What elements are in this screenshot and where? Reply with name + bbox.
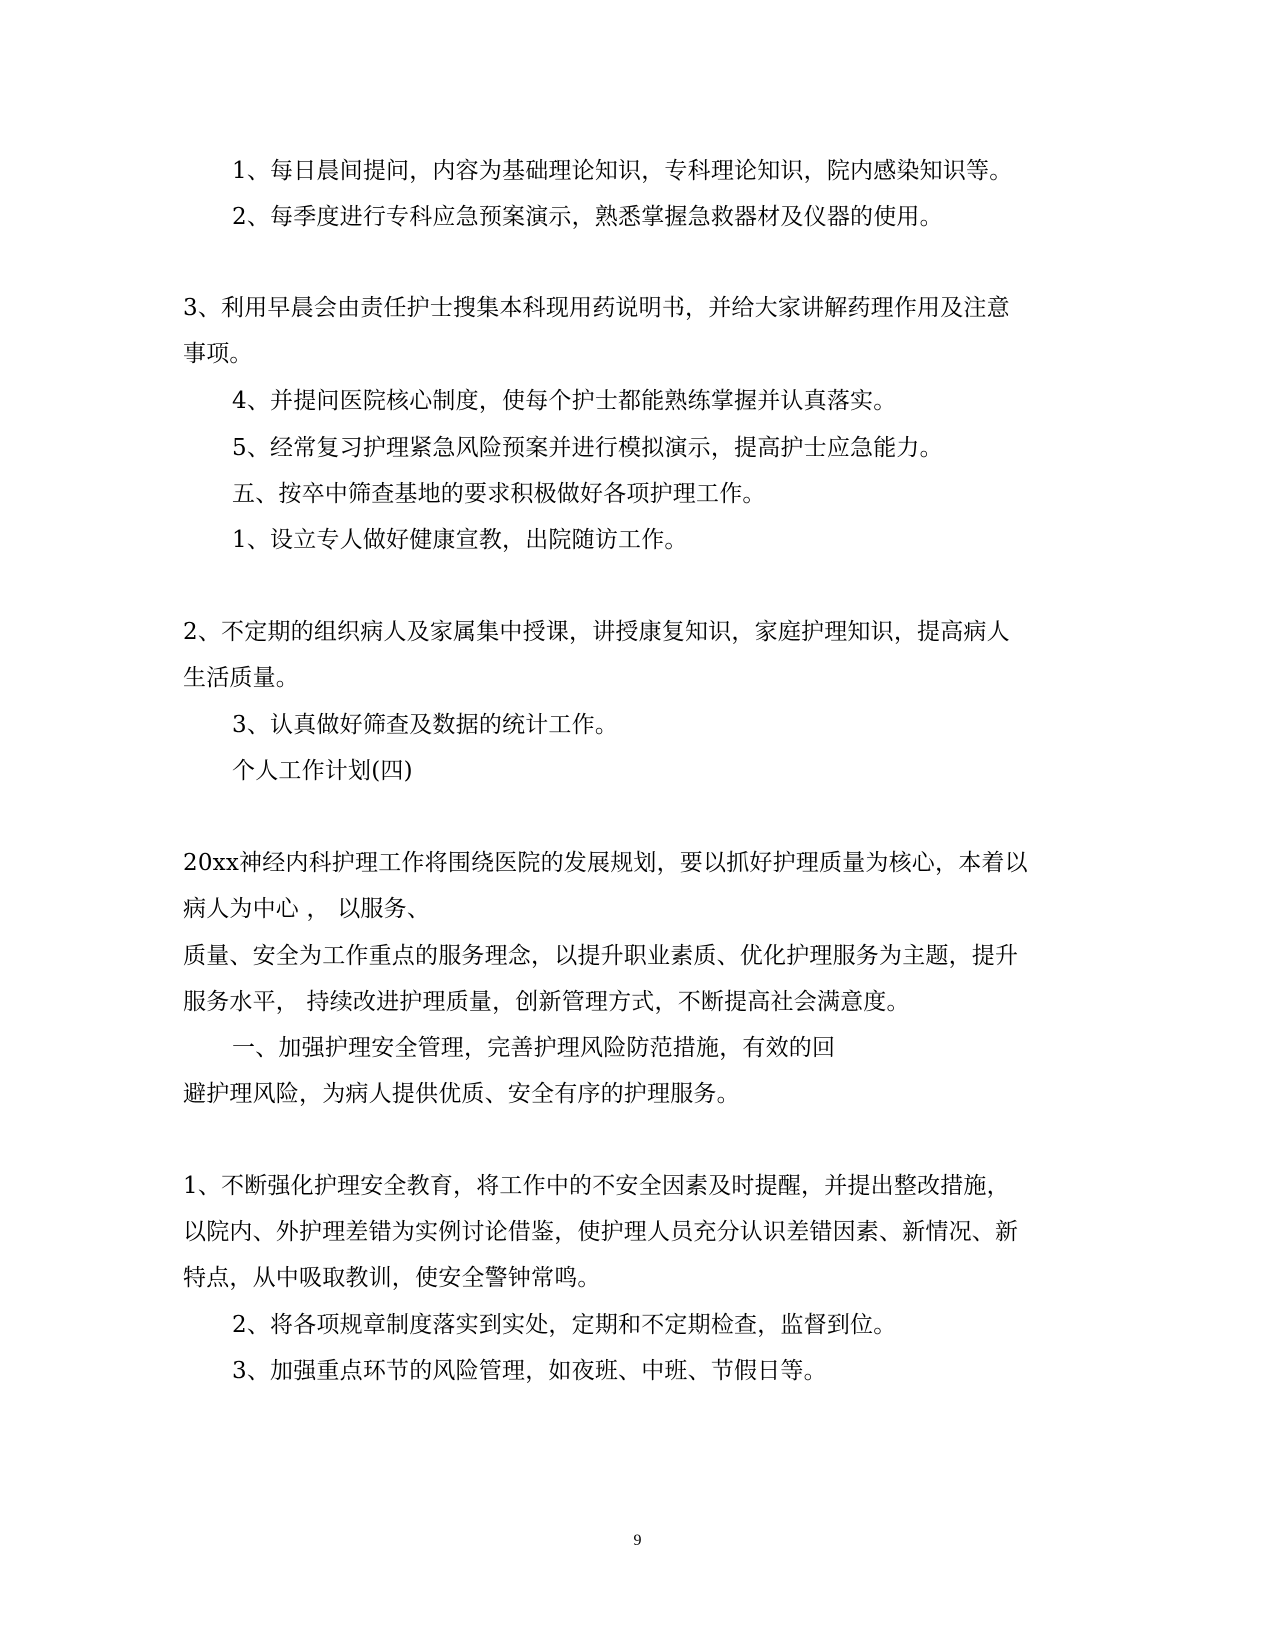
text-line: 3、加强重点环节的风险管理，如夜班、中班、节假日等。	[232, 1358, 827, 1384]
text-line: 生活质量。	[183, 665, 299, 691]
text-line: 1、不断强化护理安全教育，将工作中的不安全因素及时提醒，并提出整改措施，	[183, 1173, 1010, 1199]
text-line: 3、利用早晨会由责任护士搜集本科现用药说明书，并给大家讲解药理作用及注意	[183, 295, 1010, 321]
section-heading: 五、按卒中筛查基地的要求积极做好各项护理工作。	[232, 481, 766, 507]
section-heading: 一、加强护理安全管理，完善护理风险防范措施，有效的回	[232, 1035, 836, 1061]
text-line: 事项。	[183, 341, 253, 367]
text-line: 病人为中心 ， 以服务、	[183, 896, 431, 922]
text-line: 20xx神经内科护理工作将围绕医院的发展规划，要以抓好护理质量为核心，本着以	[183, 850, 1028, 876]
text-line: 避护理风险，为病人提供优质、安全有序的护理服务。	[183, 1081, 740, 1107]
plan-title: 个人工作计划(四)	[232, 758, 413, 784]
text-line: 5、经常复习护理紧急风险预案并进行模拟演示，提高护士应急能力。	[232, 435, 943, 461]
page-number: 9	[633, 1532, 642, 1549]
text-line: 特点，从中吸取教训，使安全警钟常鸣。	[183, 1265, 601, 1291]
text-line: 1、设立专人做好健康宣教，出院随访工作。	[232, 527, 688, 553]
text-line: 质量、安全为工作重点的服务理念，以提升职业素质、优化护理服务为主题，提升	[183, 943, 1019, 969]
text-line: 1、每日晨间提问，内容为基础理论知识，专科理论知识，院内感染知识等。	[232, 158, 1013, 184]
text-line: 4、并提问医院核心制度，使每个护士都能熟练掌握并认真落实。	[232, 388, 897, 414]
text-line: 2、不定期的组织病人及家属集中授课，讲授康复知识，家庭护理知识，提高病人	[183, 619, 1010, 645]
text-line: 服务水平， 持续改进护理质量，创新管理方式，不断提高社会满意度。	[183, 989, 910, 1015]
text-line: 3、认真做好筛查及数据的统计工作。	[232, 712, 619, 738]
text-line: 2、将各项规章制度落实到实处，定期和不定期检查，监督到位。	[232, 1312, 897, 1338]
text-line: 2、每季度进行专科应急预案演示，熟悉掌握急救器材及仪器的使用。	[232, 204, 943, 230]
text-line: 以院内、外护理差错为实例讨论借鉴，使护理人员充分认识差错因素、新情况、新	[183, 1219, 1019, 1245]
